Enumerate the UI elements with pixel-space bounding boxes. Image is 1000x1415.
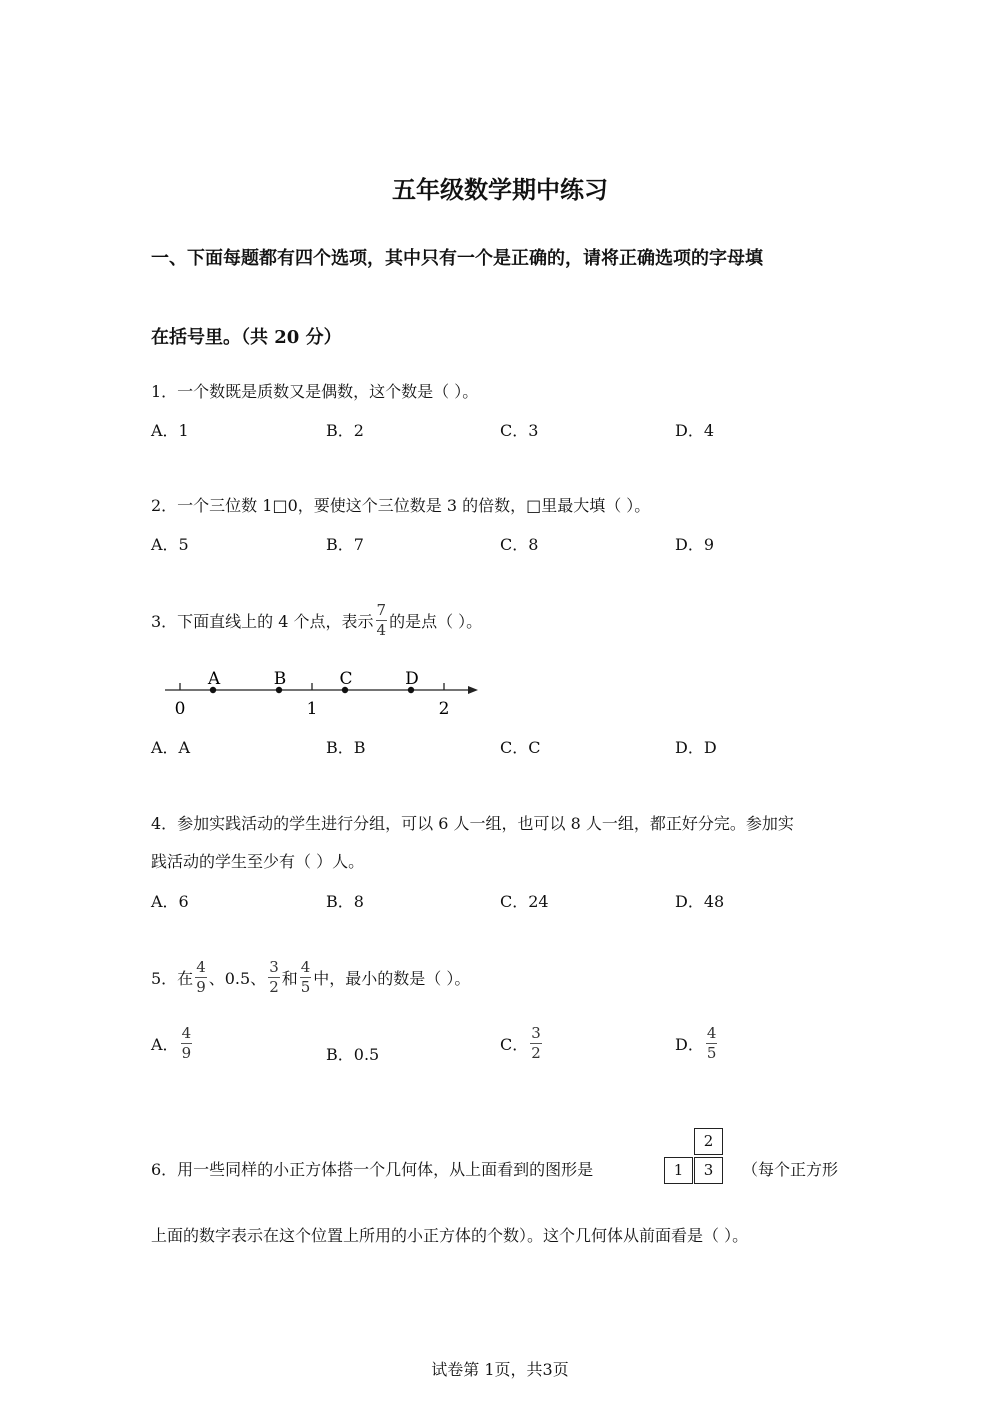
question-5-separator-1: 、0.5、 [208,969,267,988]
q3-option-d: D．D [675,738,717,757]
number-line-tick-label: 1 [306,699,318,719]
q3-option-c: C．C [500,738,541,757]
question-6-line2: 上面的数字表示在这个位置上所用的小正方体的个数）。这个几何体从前面看是（ ）。 [151,1226,749,1245]
question-3-text-after: 的是点（ ）。 [389,612,483,631]
question-3 [151,603,482,638]
q2-option-c: C．8 [500,535,539,554]
question-6-text-before: 6．用一些同样的小正方体搭一个几何体，从上面看到的图形是 [151,1160,594,1179]
q1-option-b: B．2 [326,421,364,440]
number-line-tick-label: 2 [438,699,450,719]
grid-cell-bottom-left: 1 [664,1157,693,1184]
question-4-line1: 4．参加实践活动的学生进行分组，可以 6 人一组，也可以 8 人一组，都正好分完。参加实 [151,814,794,833]
q4-option-d: D．48 [675,892,725,911]
q2-option-d: D．9 [675,535,715,554]
grid-cell-top-right: 2 [694,1128,723,1155]
number-line-point-label: A [207,669,221,689]
q5-option-b: B．0.5 [326,1045,380,1064]
fraction-three-halves: $\frac{3}{2}$ [269,958,279,996]
question-5-prefix: 5．在 [151,969,194,988]
section-heading-line2: 在括号里。（共 20 分） [151,327,342,348]
page-footer: 试卷第 1页，共3页 [431,1360,569,1379]
q2-option-b: B．7 [326,535,364,554]
question-5-suffix: 中，最小的数是（ ）。 [313,969,471,988]
fraction-four-fifths: $\frac{4}{5}$ [300,958,311,996]
question-4-line2: 践活动的学生至少有（ ）人。 [151,852,365,871]
question-2: 2．一个三位数 1□0，要使这个三位数是 3 的倍数，□里最大填（ ）。 [151,496,651,515]
number-line-arrow [468,686,478,694]
top-view-grid [664,1128,724,1186]
q2-option-a: A．5 [151,535,189,554]
number-line [160,662,490,722]
q5-option-a: A． $\frac{4}{9}$ [151,1024,192,1062]
number-line-point-label: D [405,669,419,689]
q4-option-b: B．8 [326,892,364,911]
number-line-tick-label: 0 [174,699,186,719]
grid-cell-bottom-right: 3 [694,1157,723,1184]
q3-option-b: B．B [326,738,366,757]
q4-option-c: C．24 [500,892,549,911]
question-3-text-before: 3．下面直线上的 4 个点，表示 [151,612,374,631]
fraction-four-ninths: $\frac{4}{9}$ [196,958,206,996]
q5-option-c: C． $\frac{3}{2}$ [500,1024,541,1062]
question-6-text-after: （每个正方形 [742,1160,839,1179]
question-1: 1．一个数既是质数又是偶数，这个数是（ ）。 [151,382,479,401]
section-heading-line1: 一、下面每题都有四个选项，其中只有一个是正确的，请将正确选项的字母填 [151,248,763,269]
question-5-separator-2: 和 [281,969,298,988]
q5-option-d: D． $\frac{4}{5}$ [675,1024,717,1062]
q3-option-a: A．A [151,738,191,757]
page-title: 五年级数学期中练习 [392,175,608,204]
number-line-point-label: B [273,669,287,689]
q1-option-a: A．1 [151,421,189,440]
number-line-point-label: C [339,669,353,689]
q4-option-a: A．6 [151,892,189,911]
question-5 [151,960,470,995]
q1-option-c: C．3 [500,421,539,440]
q1-option-d: D．4 [675,421,715,440]
fraction-seven-fourths: $\frac{7}{4}$ [376,601,387,639]
